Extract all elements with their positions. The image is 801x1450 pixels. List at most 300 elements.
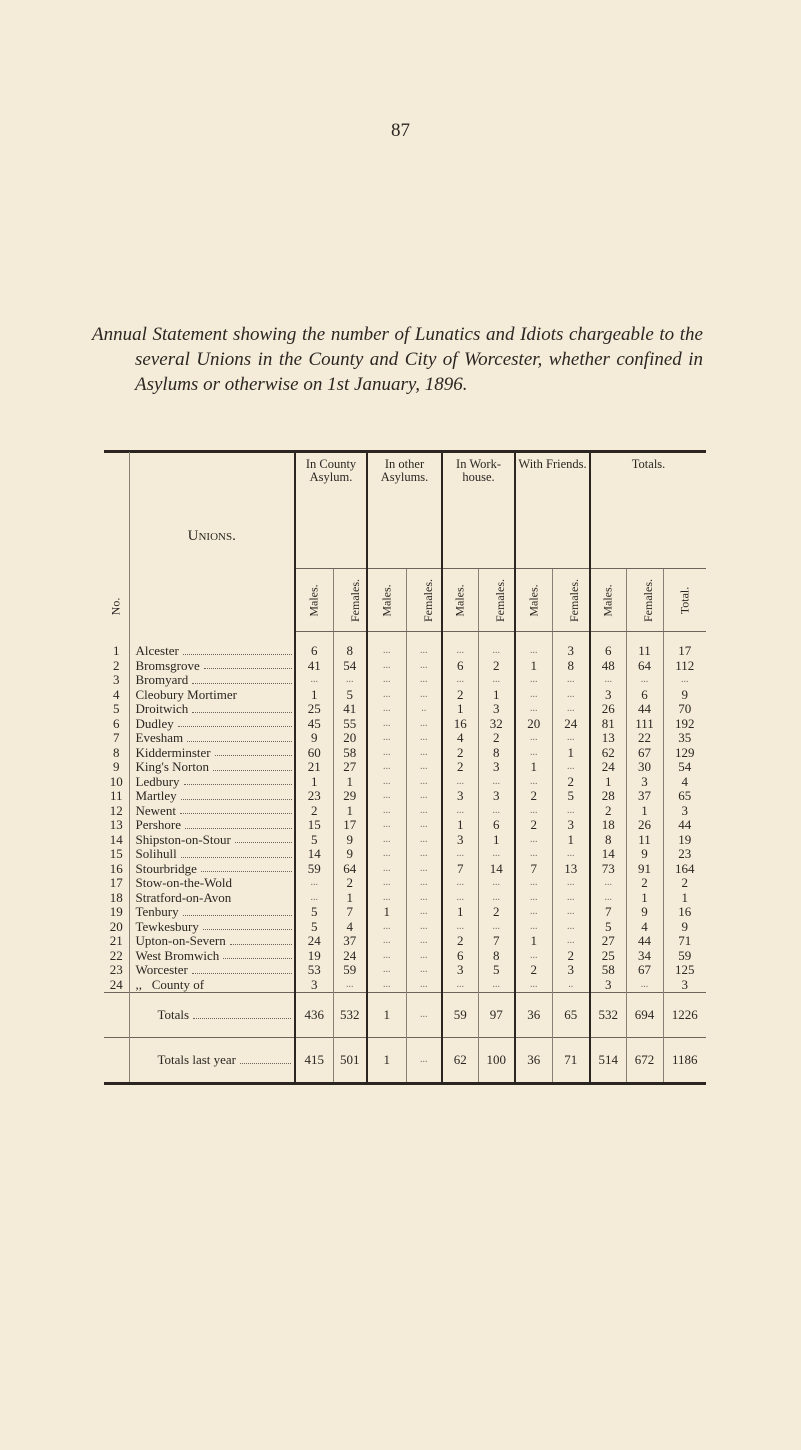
header-row-groups	[104, 452, 706, 569]
table-cell: 2	[478, 905, 515, 920]
union-name	[129, 847, 295, 862]
row-number: 12	[109, 802, 123, 818]
table-row	[104, 978, 706, 993]
leader-dots	[185, 828, 292, 829]
table-cell: ...	[442, 920, 478, 935]
leader-dots	[204, 668, 292, 669]
table-cell: ..	[552, 978, 590, 993]
table-cell: 3	[552, 632, 590, 659]
table-cell: 37	[333, 934, 367, 949]
table-cell: ...	[478, 775, 515, 790]
union-name-label: Tenbury	[135, 904, 179, 919]
table-cell: ...	[442, 804, 478, 819]
table-cell: ...	[406, 659, 442, 674]
union-name-wrap	[136, 717, 295, 732]
table-cell: 1	[367, 905, 406, 920]
table-cell: 129	[663, 746, 706, 761]
table-cell: 41	[333, 702, 367, 717]
group-header: In Work-house.	[442, 452, 515, 569]
table-cell: 2	[478, 731, 515, 746]
table-cell: 44	[626, 934, 663, 949]
table-cell: 2	[515, 818, 552, 833]
table-cell: 20	[515, 717, 552, 732]
table-cell: 25	[590, 949, 626, 964]
table-row	[104, 905, 706, 920]
union-name-wrap	[136, 920, 295, 935]
union-name-label: Droitwich	[135, 701, 189, 716]
row-number: 8	[113, 744, 120, 760]
table-cell: ...	[515, 673, 552, 688]
table-cell: 14	[590, 847, 626, 862]
row-number: 19	[109, 904, 123, 919]
table-cell: ...	[406, 963, 442, 978]
subheader	[442, 569, 478, 632]
union-name	[129, 862, 295, 877]
table-cell: ...	[367, 775, 406, 790]
row-number: 6	[113, 715, 120, 731]
table-cell: 17	[663, 632, 706, 659]
table-cell: ...	[406, 746, 442, 761]
table-cell: ...	[478, 876, 515, 891]
row-number: 17	[109, 875, 123, 890]
table-cell: 9	[663, 688, 706, 703]
leader-dots	[183, 654, 292, 655]
table-cell: 24	[333, 949, 367, 964]
table-cell: 48	[590, 659, 626, 674]
union-name-wrap	[136, 789, 295, 804]
table-row	[104, 731, 706, 746]
table-cell: ...	[367, 978, 406, 993]
table-cell: 1	[333, 775, 367, 790]
table-cell: 4	[333, 920, 367, 935]
table-cell: 125	[663, 963, 706, 978]
table-cell: 3	[552, 963, 590, 978]
table-cell: 32	[478, 717, 515, 732]
table-cell: ...	[367, 702, 406, 717]
table-cell: 6	[626, 688, 663, 703]
table-cell: 29	[333, 789, 367, 804]
table-cell: 7	[478, 934, 515, 949]
table-cell: 6	[590, 632, 626, 659]
leader-dots	[203, 929, 292, 930]
table-cell: 436	[295, 993, 333, 1038]
table-cell: ...	[367, 760, 406, 775]
leader-dots	[192, 712, 292, 713]
table-cell: 24	[295, 934, 333, 949]
table-cell: 3	[478, 702, 515, 717]
table-cell: 36	[515, 1038, 552, 1084]
table-row	[104, 717, 706, 732]
table-cell: ...	[478, 632, 515, 659]
union-name-wrap	[136, 644, 295, 659]
union-name	[129, 659, 295, 674]
document-title: Annual Statement showing the number of Lunatics and Idiots chargeable to the several Unions in the County and City of Worcester, whether confined in Asylums or otherwise on 1st January, 1896.	[92, 324, 703, 395]
table-row	[104, 920, 706, 935]
table-cell: ...	[552, 702, 590, 717]
table-cell: ...	[552, 876, 590, 891]
union-name	[129, 702, 295, 717]
table-cell: ...	[406, 632, 442, 659]
table-cell: 2	[552, 949, 590, 964]
table-cell: 2	[442, 688, 478, 703]
table-cell: 2	[552, 775, 590, 790]
subheader-label: Females.	[347, 579, 362, 622]
subheader-label: Total.	[677, 586, 692, 615]
union-name-label: Dudley	[135, 715, 174, 731]
table-cell: 64	[333, 862, 367, 877]
table-cell: ...	[367, 818, 406, 833]
table-row	[104, 963, 706, 978]
table-cell: ...	[478, 891, 515, 906]
table-cell: 13	[590, 731, 626, 746]
table-cell: 9	[333, 833, 367, 848]
row-number: 22	[109, 947, 123, 963]
union-name	[129, 891, 295, 906]
totals-label	[129, 1038, 295, 1084]
table-cell: ...	[552, 688, 590, 703]
leader-dots	[230, 944, 292, 945]
table-cell: 1	[478, 688, 515, 703]
table-cell: ...	[515, 920, 552, 935]
union-name-wrap	[136, 949, 295, 964]
table-cell: 1	[663, 891, 706, 906]
table-cell: ...	[552, 920, 590, 935]
union-name	[129, 760, 295, 775]
table-cell: 672	[626, 1038, 663, 1084]
table-cell: 36	[515, 993, 552, 1038]
union-name-label: King's Norton	[135, 759, 209, 774]
table-cell: 2	[626, 876, 663, 891]
totals-last-year-row	[104, 1038, 706, 1084]
table-cell: 9	[295, 731, 333, 746]
row-number: 3	[113, 672, 120, 687]
leader-dots	[223, 958, 292, 959]
table-cell: ...	[515, 632, 552, 659]
table-cell: 3	[478, 760, 515, 775]
table-cell: 44	[663, 818, 706, 833]
union-name-wrap	[136, 934, 295, 949]
subheader-label: Males.	[379, 584, 394, 617]
table-row	[104, 833, 706, 848]
table-cell: ...	[478, 920, 515, 935]
union-name-wrap	[136, 847, 295, 862]
table-cell: ...	[406, 760, 442, 775]
table-cell: 1	[552, 833, 590, 848]
leader-dots	[187, 741, 292, 742]
table-cell: 16	[663, 905, 706, 920]
table-cell: ...	[406, 949, 442, 964]
table-cell: ...	[515, 876, 552, 891]
union-name-label: Solihull	[135, 846, 177, 861]
table-cell: 60	[295, 746, 333, 761]
table-cell: 501	[333, 1038, 367, 1084]
table-cell: ...	[367, 876, 406, 891]
table-cell: ...	[552, 891, 590, 906]
union-name-wrap	[136, 775, 295, 790]
subheader-label: Males.	[306, 584, 321, 617]
table-cell: 53	[295, 963, 333, 978]
table-cell: ...	[552, 673, 590, 688]
table-cell: 1	[626, 891, 663, 906]
table-cell: 3	[442, 963, 478, 978]
row-number: 2	[113, 657, 120, 673]
table-cell: ...	[626, 673, 663, 688]
union-name	[129, 934, 295, 949]
table-cell: 7	[590, 905, 626, 920]
union-name	[129, 746, 295, 761]
union-name-wrap	[136, 876, 295, 891]
table-row	[104, 876, 706, 891]
table-cell: 27	[333, 760, 367, 775]
table-cell: 3	[478, 789, 515, 804]
table-cell: 22	[626, 731, 663, 746]
row-number: 20	[109, 918, 123, 934]
union-name-wrap	[136, 804, 295, 819]
row-number: 16	[109, 860, 123, 876]
leader-dots	[181, 799, 292, 800]
unions-header: Unions.	[129, 452, 295, 632]
table-cell: ...	[515, 891, 552, 906]
subheader	[367, 569, 406, 632]
table-cell: 3	[552, 818, 590, 833]
table-cell: ..	[406, 702, 442, 717]
table-cell: ...	[478, 847, 515, 862]
table-cell: 19	[663, 833, 706, 848]
table-cell: 2	[515, 789, 552, 804]
union-name-label: Stratford-on-Avon	[135, 889, 232, 905]
table-cell: ...	[295, 673, 333, 688]
table-row	[104, 702, 706, 717]
table-cell: 59	[295, 862, 333, 877]
subheader-label: Females.	[420, 579, 435, 622]
leader-dots	[192, 973, 292, 974]
leader-dots	[178, 726, 292, 727]
table-cell: ...	[406, 1038, 442, 1084]
table-cell: 24	[552, 717, 590, 732]
table-cell: 5	[295, 920, 333, 935]
union-name-wrap	[136, 659, 295, 674]
table-cell: 59	[442, 993, 478, 1038]
table-cell: 5	[333, 688, 367, 703]
table-cell: 3	[590, 978, 626, 993]
table-cell: ...	[515, 833, 552, 848]
leader-dots	[183, 915, 292, 916]
totals-label	[129, 993, 295, 1038]
table-cell: 1	[590, 775, 626, 790]
table-cell: 8	[333, 632, 367, 659]
union-name-wrap	[136, 818, 295, 833]
table-cell: 67	[626, 746, 663, 761]
table-cell: ...	[406, 993, 442, 1038]
subheader	[478, 569, 515, 632]
union-name	[129, 920, 295, 935]
table-cell: 8	[478, 746, 515, 761]
subheader	[333, 569, 367, 632]
group-header: In County Asylum.	[295, 452, 367, 569]
table-cell: ...	[295, 891, 333, 906]
table-cell: ...	[406, 905, 442, 920]
table-cell: ...	[406, 804, 442, 819]
union-name-label: Worcester	[135, 962, 188, 977]
subheader	[515, 569, 552, 632]
row-number: 10	[109, 773, 123, 789]
row-number: 11	[109, 788, 123, 803]
table-cell: ...	[442, 891, 478, 906]
union-name-wrap	[136, 963, 295, 978]
subheader	[295, 569, 333, 632]
table-cell: 3	[626, 775, 663, 790]
union-name-wrap	[136, 905, 295, 920]
no-header	[104, 452, 129, 632]
table-cell: ...	[367, 847, 406, 862]
table-cell: 1	[295, 688, 333, 703]
union-name	[129, 632, 295, 659]
table-cell: 415	[295, 1038, 333, 1084]
table-cell: ...	[367, 963, 406, 978]
table-row	[104, 746, 706, 761]
table-cell: ...	[552, 905, 590, 920]
table-cell: ...	[552, 847, 590, 862]
table-cell: 70	[663, 702, 706, 717]
table-cell: 2	[442, 746, 478, 761]
union-name	[129, 673, 295, 688]
table-cell: 7	[442, 862, 478, 877]
table-cell: 55	[333, 717, 367, 732]
subheader-label: Females.	[566, 579, 581, 622]
table-cell: ...	[515, 978, 552, 993]
table-cell: 5	[478, 963, 515, 978]
union-name-label: Cleobury Mortimer	[135, 686, 237, 702]
table-cell: ...	[442, 876, 478, 891]
table-cell: ...	[515, 731, 552, 746]
table-cell: ...	[406, 847, 442, 862]
union-name-label: Tewkesbury	[135, 918, 199, 934]
table-cell: ...	[367, 717, 406, 732]
table-cell: ...	[552, 731, 590, 746]
union-name	[129, 963, 295, 978]
table-cell: 14	[478, 862, 515, 877]
table-cell: 16	[442, 717, 478, 732]
row-number: 5	[113, 701, 120, 716]
subheader-label: Females.	[640, 579, 655, 622]
table-cell: ...	[406, 688, 442, 703]
table-cell: 2	[663, 876, 706, 891]
table-row	[104, 847, 706, 862]
table-cell: 9	[333, 847, 367, 862]
union-name	[129, 789, 295, 804]
union-name	[129, 833, 295, 848]
table-cell: 532	[590, 993, 626, 1038]
table-cell: 11	[626, 833, 663, 848]
table-cell: 7	[333, 905, 367, 920]
table-cell: ...	[367, 746, 406, 761]
table-cell: 1	[333, 891, 367, 906]
table-cell: ...	[515, 746, 552, 761]
table-cell: 23	[663, 847, 706, 862]
table-cell: ...	[552, 934, 590, 949]
table-cell: ...	[515, 905, 552, 920]
table-cell: 6	[478, 818, 515, 833]
no-header-label: No.	[108, 597, 123, 615]
union-name	[129, 905, 295, 920]
table-cell: 6	[295, 632, 333, 659]
table-cell: 3	[442, 789, 478, 804]
table-cell: ...	[367, 789, 406, 804]
lunatics-table	[104, 452, 706, 1085]
table-cell: 26	[590, 702, 626, 717]
table-cell: 8	[478, 949, 515, 964]
union-name-label: Alcester	[135, 642, 179, 658]
table-cell: 91	[626, 862, 663, 877]
table-cell: ...	[552, 804, 590, 819]
leader-dots	[184, 784, 292, 785]
row-number: 1	[113, 642, 120, 658]
union-name-label: Stourbridge	[135, 860, 197, 876]
union-name	[129, 688, 295, 703]
table-cell: 5	[552, 789, 590, 804]
row-number: 14	[109, 831, 123, 847]
table-cell: 7	[515, 862, 552, 877]
row-number: 23	[109, 962, 123, 977]
table-cell: ...	[406, 862, 442, 877]
table-cell: 4	[663, 775, 706, 790]
table-cell: ...	[552, 760, 590, 775]
leader-dots	[213, 770, 292, 771]
table-cell: ...	[478, 673, 515, 688]
table-cell: ...	[333, 673, 367, 688]
table-cell: ...	[406, 934, 442, 949]
table-cell: 1	[295, 775, 333, 790]
union-name-label: West Bromwich	[135, 947, 220, 963]
union-name-label: Pershore	[135, 817, 181, 832]
table-cell: ...	[367, 891, 406, 906]
table-row	[104, 659, 706, 674]
table-cell: 64	[626, 659, 663, 674]
row-number: 9	[113, 759, 120, 774]
table-cell: 2	[515, 963, 552, 978]
table-cell: 2	[442, 760, 478, 775]
table-cell: ...	[367, 949, 406, 964]
row-number	[104, 993, 129, 1038]
union-name-label: Evesham	[135, 730, 184, 745]
union-name-wrap	[136, 688, 295, 703]
totals-label-text: Totals	[157, 1007, 190, 1022]
table-cell: 1	[552, 746, 590, 761]
union-name	[129, 731, 295, 746]
table-cell: 9	[626, 847, 663, 862]
table-row	[104, 632, 706, 659]
table-cell: 111	[626, 717, 663, 732]
table-cell: 2	[295, 804, 333, 819]
row-number: 7	[113, 730, 120, 745]
leader-dots	[180, 813, 292, 814]
subheader-label: Males.	[452, 584, 467, 617]
table-cell: ...	[442, 673, 478, 688]
table-cell: ...	[626, 978, 663, 993]
table-cell: 41	[295, 659, 333, 674]
table-cell: 23	[295, 789, 333, 804]
table-cell: 59	[333, 963, 367, 978]
table-cell: 2	[442, 934, 478, 949]
table-cell: 3	[442, 833, 478, 848]
table-cell: 1	[333, 804, 367, 819]
union-name-label: Bromyard	[135, 672, 189, 687]
table-cell: 694	[626, 993, 663, 1038]
table-cell: 1	[515, 659, 552, 674]
table-row	[104, 688, 706, 703]
table-cell: 58	[590, 963, 626, 978]
table-cell: 100	[478, 1038, 515, 1084]
